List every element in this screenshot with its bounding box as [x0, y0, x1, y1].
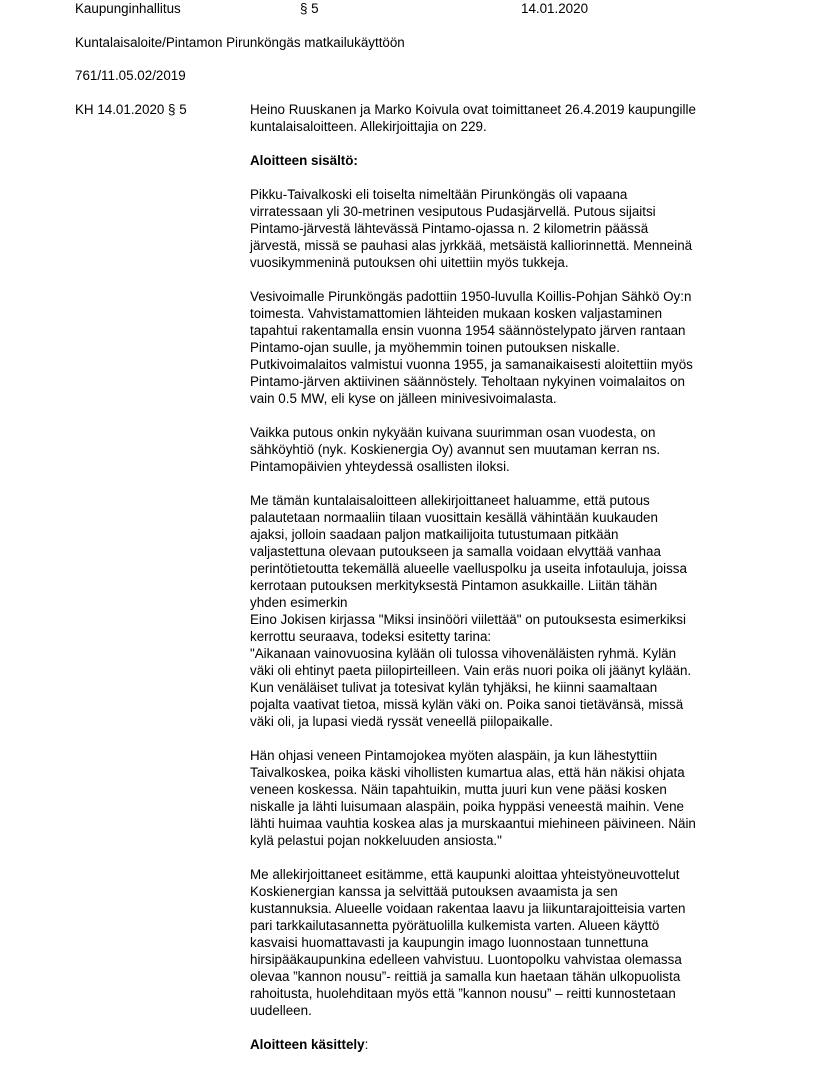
text-line: Pintamo-järvestä lähtevässä Pintamo-ojassa n. 2 kilometrin päässä	[250, 221, 649, 236]
text-line: olevaa ”kannon nousu”- reittiä ja samalla kun haetaan tähän ulkopuolista	[250, 969, 681, 984]
text-line: vain 0.5 MW, eli kyse on jälleen minivesivoimalasta.	[250, 391, 557, 406]
text-line: Heino Ruuskanen ja Marko Koivula ovat toimittaneet 26.4.2019 kaupungille	[250, 102, 696, 117]
paragraph-2	[250, 288, 740, 407]
text-line: Putkivoimalaitos valmistui vuonna 1955, ja samanaikaisesti aloitettiin myös	[250, 357, 693, 372]
text-line: Koskienergian kanssa ja selvittää putouksen avaamista ja sen	[250, 884, 618, 899]
document-number: 761/11.05.02/2019	[75, 68, 186, 83]
text-line: perintötietoutta tekemällä alueelle vaelluspolku ja useita infotauluja, joissa	[250, 561, 687, 576]
heading-processing	[250, 1036, 740, 1053]
heading-content: Aloitteen sisältö:	[250, 153, 358, 168]
text-line: kasvaisi huomattavasti ja kaupungin imago luonnostaan tunnettuna	[250, 935, 649, 950]
paragraph-5	[250, 747, 740, 849]
header-section: § 5	[300, 1, 319, 16]
text-line: uudelleen.	[250, 1003, 312, 1018]
paragraph-6	[250, 866, 740, 1019]
text-line: Kun venäläiset tulivat ja totesivat kylän tyhjäksi, he kiinni saamaltaan	[250, 680, 658, 695]
paragraph-3	[250, 424, 740, 475]
text-line: Taivalkoskea, poika käski vihollisten kumartua alas, että hän näkisi ohjata	[250, 765, 685, 780]
document-subject: Kuntalaisaloite/Pintamon Pirunköngäs matkailukäyttöön	[75, 35, 405, 50]
text-line: kerrotaan putouksen merkityksestä Pintamon asukkaille. Liitän tähän	[250, 578, 658, 593]
text-line: Pintamo-järven aktiivinen säännöstely. Teholtaan nykyinen voimalaitos on	[250, 374, 685, 389]
paragraph-1	[250, 186, 740, 271]
text-line: Eino Jokisen kirjassa "Miksi insinööri viilettää" on putouksesta esimerkiksi	[250, 612, 686, 627]
text-line: Pintamopäivien yhteydessä osallisten iloksi.	[250, 459, 510, 474]
text-line: tapahtui rakentamalla ensin vuonna 1954 säännöstelypato järven rantaan	[250, 323, 686, 338]
paragraph-4	[250, 492, 740, 730]
header-date: 14.01.2020	[521, 1, 589, 16]
text-line: virratessaan yli 30-metrinen vesiputous Pudasjärvellä. Putous sijaitsi	[250, 204, 656, 219]
text-line: sähköyhtiö (nyk. Koskienergia Oy) avannut sen muutaman kerran ns.	[250, 442, 661, 457]
text-line: hirsipääkaupunkina edelleen vahvistuu. Luontopolku vahvistaa olemassa	[250, 952, 682, 967]
text-line: kuntalaisaloitteen. Allekirjoittajia on 229.	[250, 119, 487, 134]
heading-processing-text: Aloitteen käsittely	[250, 1037, 365, 1052]
text-line: väki oli, ja lupasi viedä ryssät veneellä piilopaikalle.	[250, 714, 553, 729]
text-line: Me tämän kuntalaisaloitteen allekirjoittaneet haluamme, että putous	[250, 493, 650, 508]
text-line: pari tarkkailutasannetta pyörätuolilla kulkemista varten. Alueen käyttö	[250, 918, 660, 933]
text-line: veneen koskessa. Näin tapahtuikin, mutta juuri kun vene pääsi kosken	[250, 782, 667, 797]
header-organ: Kaupunginhallitus	[75, 1, 181, 16]
text-line: "Aikanaan vainovuosina kylään oli tulossa vihovenäläisten ryhmä. Kylän	[250, 646, 677, 661]
text-line: pojalta vaativat tietoa, missä kylän väki on. Poika sanoi tietävänsä, missä	[250, 697, 684, 712]
text-line: ajaksi, jolloin saadaan paljon matkailijoita tutustumaan pitkään	[250, 527, 619, 542]
text-line: vuosikymmeninä putouksen ohi uitettiin myös tukkeja.	[250, 255, 569, 270]
meeting-reference: KH 14.01.2020 § 5	[75, 102, 187, 117]
text-line: niskalle ja lähti luisumaan alaspäin, poika hyppäsi veneestä maihin. Vene	[250, 799, 684, 814]
text-line: väki oli ehtinyt paeta piilopirteilleen. Vain eräs nuori poika oli jäänyt kylään.	[250, 663, 692, 678]
text-line: lähti huimaa vauhtia koskea alas ja murskaantui miehineen päivineen. Näin	[250, 816, 696, 831]
text-line: kerrottu seuraava, todeksi esitetty tarina:	[250, 629, 492, 644]
text-line: yhden esimerkin	[250, 595, 348, 610]
text-line: Me allekirjoittaneet esitämme, että kaupunki aloittaa yhteistyöneuvottelut	[250, 867, 680, 882]
text-line: kylä pelastui pojan nokkeluuden ansiosta."	[250, 833, 502, 848]
text-line: valjastettuna olevaan putoukseen ja samalla voidaan elvyttää vanhaa	[250, 544, 661, 559]
document-body	[250, 101, 740, 1070]
text-line: Pintamo-ojan suulle, ja myöhemmin toinen putouksen niskalle.	[250, 340, 620, 355]
text-line: Pikku-Taivalkoski eli toiselta nimeltään Pirunköngäs oli vapaana	[250, 187, 628, 202]
text-line: Hän ohjasi veneen Pintamojokea myöten alaspäin, ja kun lähestyttiin	[250, 748, 658, 763]
intro-paragraph	[250, 101, 740, 135]
text-line: kustannuksia. Alueelle voidaan rakentaa laavu ja liikuntarajoitteisia varten	[250, 901, 686, 916]
text-line: Vesivoimalle Pirunköngäs padottiin 1950-luvulla Koillis-Pohjan Sähkö Oy:n	[250, 289, 692, 304]
text-line: Vaikka putous onkin nykyään kuivana suurimman osan vuodesta, on	[250, 425, 656, 440]
heading-processing-colon: :	[364, 1037, 369, 1052]
text-line: palautetaan normaaliin tilaan vuosittain kesällä vähintään kuukauden	[250, 510, 658, 525]
text-line: järvestä, missä se pauhasi alas jyrkkää, metsäistä kalliorinnettä. Menneinä	[250, 238, 693, 253]
text-line: rahoitusta, huolehditaan myös että ”kannon nousu” – reitti kunnostetaan	[250, 986, 676, 1001]
text-line: toimesta. Vahvistamattomien lähteiden mukaan kosken valjastaminen	[250, 306, 663, 321]
